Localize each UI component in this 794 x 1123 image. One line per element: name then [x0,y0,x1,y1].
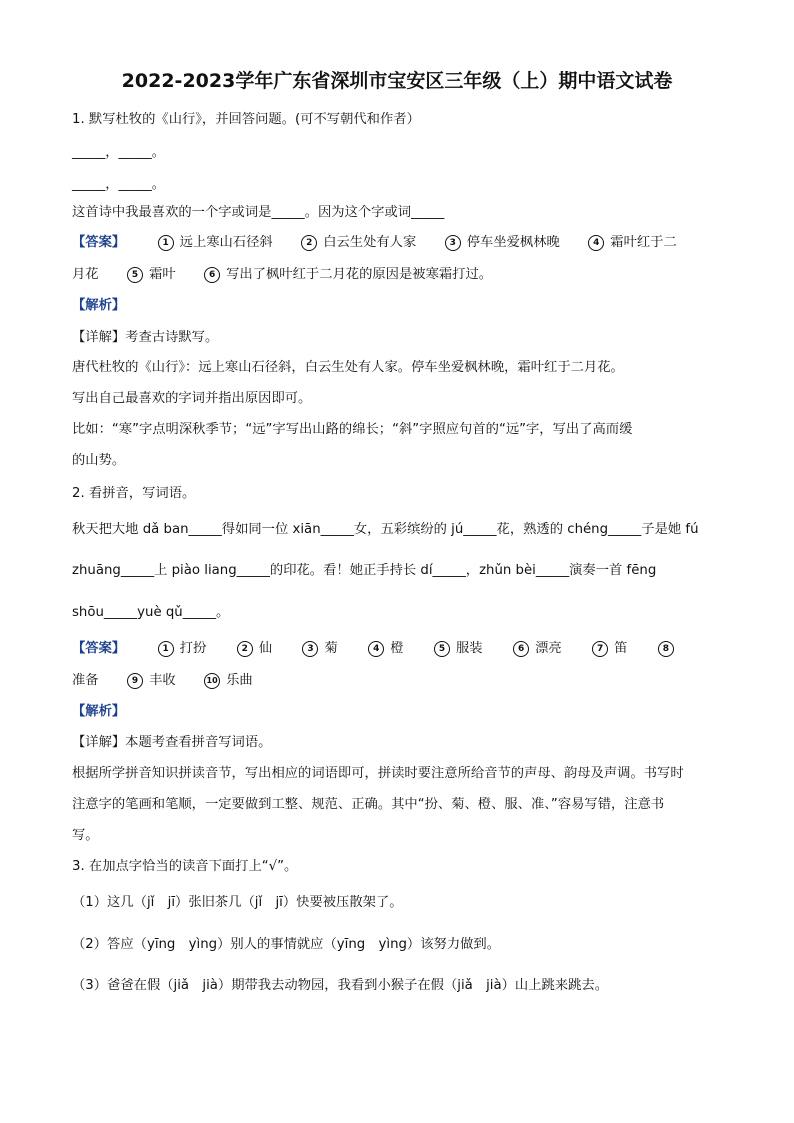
q1-stem: 1. 默写杜牧的《山行》，并回答问题。(可不写朝代和作者） [72,112,420,127]
answer-item: 菊 [324,641,338,656]
q1-blank-line-3: 这首诗中我最喜欢的一个字或词是_____。因为这个字或词_____ [72,205,445,220]
circled-number-icon: 4 [368,641,384,657]
answer-item: 服装 [456,641,483,656]
analysis-tag: 【解析】 [72,298,126,313]
answer-item: 橙 [390,641,404,656]
circled-number-icon: 6 [204,267,220,283]
q1-blank-line-2: _____，_____。 [72,177,166,192]
q1-paragraph: 的山势。 [72,453,126,468]
answer-item: 笛 [614,641,628,656]
q1-paragraph: 写出自己最喜欢的字词并指出原因即可。 [72,391,312,406]
answer-item: 乐曲 [226,673,253,688]
answer-item: 霜叶红于二 [610,235,677,250]
circled-number-icon: 4 [588,235,604,251]
circled-number-icon: 1 [158,235,174,251]
circled-number-icon: 10 [204,673,220,689]
q2-text-line: 秋天把大地 dǎ ban_____得如同一位 xiān_____女，五彩缤纷的 jú_____花，熟透的 chéng_____子是她 fú [72,522,699,537]
answer-item: 白云生处有人家 [323,235,417,250]
q3-stem: 3. 在加点字恰当的读音下面打上“√”。 [72,859,298,874]
q2-stem: 2. 看拼音，写词语。 [72,486,196,501]
answer-item: 写出了枫叶红于二月花的原因是被寒霜打过。 [226,267,493,282]
analysis-tag: 【解析】 [72,704,126,719]
answer-item: 仙 [258,641,273,656]
page-title: 2022-2023学年广东省深圳市宝安区三年级（上）期中语文试卷 [121,70,673,92]
circled-number-icon: 9 [127,673,143,689]
q2-paragraph: 注意字的笔画和笔顺，一定要做到工整、规范、正确。其中“扮、菊、橙、服、准、”容易写错，注意书 [72,797,665,812]
circled-number-icon: 3 [302,641,318,657]
answer-item: 丰收 [149,673,176,688]
answer-item: 漂亮 [535,641,562,656]
q3-sentence: （3）爸爸在假（jiǎ jià）期带我去动物园，我看到小猴子在假（jiǎ jià）山上跳来跳去。 [72,978,608,993]
q1-paragraph: 唐代杜牧的《山行》：远上寒山石径斜，白云生处有人家。停车坐爱枫林晚，霜叶红于二月花。 [72,360,624,375]
answer-item: 停车坐爱枫林晚 [466,235,560,250]
circled-number-icon: 1 [158,641,174,657]
answer-item: 准备 [72,673,99,688]
circled-number-icon: 5 [434,641,450,657]
q1-answer-line-2 [72,265,492,285]
q3-sentence: （2）答应（yīng yìng）别人的事情就应（yīng yìng）该努力做到。 [72,937,501,952]
answer-item: 打扮 [179,641,207,656]
circled-number-icon: 8 [658,641,674,657]
answer-item: 远上寒山石径斜 [179,235,273,250]
q1-paragraph: 比如：“寒”字点明深秋季节；“远”字写出山路的绵长；“斜”字照应句首的“远”字，写出了高而缓 [72,422,633,437]
circled-number-icon: 2 [237,641,253,657]
circled-number-icon: 7 [592,641,608,657]
answer-tag: 【答案】 [72,235,126,250]
circled-number-icon: 3 [445,235,461,251]
circled-number-icon: 2 [301,235,317,251]
answer-item: 月花 [72,267,99,282]
circled-number-icon: 6 [513,641,529,657]
q1-answer-line [72,233,677,253]
q2-paragraph: 写。 [72,828,99,843]
answer-item: 霜叶 [149,267,176,282]
q1-detail: 【详解】考查古诗默写。 [72,330,219,345]
q2-paragraph: 根据所学拼音知识拼读音节，写出相应的词语即可，拼读时要注意所给音节的声母、韵母及声调。书写时 [72,766,684,781]
answer-tag: 【答案】 [72,641,126,656]
q2-text-line: shōu_____yuè qǔ_____。 [72,605,230,620]
q2-detail: 【详解】本题考查看拼音写词语。 [72,735,272,750]
circled-number-icon: 5 [127,267,143,283]
q2-text-line: zhuāng_____上 piào liang_____的印花。看！她正手持长 dí_____，zhǔn bèi_____演奏一首 fēng [72,563,657,578]
q2-answer-line [72,639,680,659]
q1-blank-line-1: _____，_____。 [72,145,166,160]
q2-answer-line-2 [72,671,253,691]
q3-sentence: （1）这几（jǐ jī）张旧茶几（jǐ jī）快要被压散架了。 [72,895,403,910]
